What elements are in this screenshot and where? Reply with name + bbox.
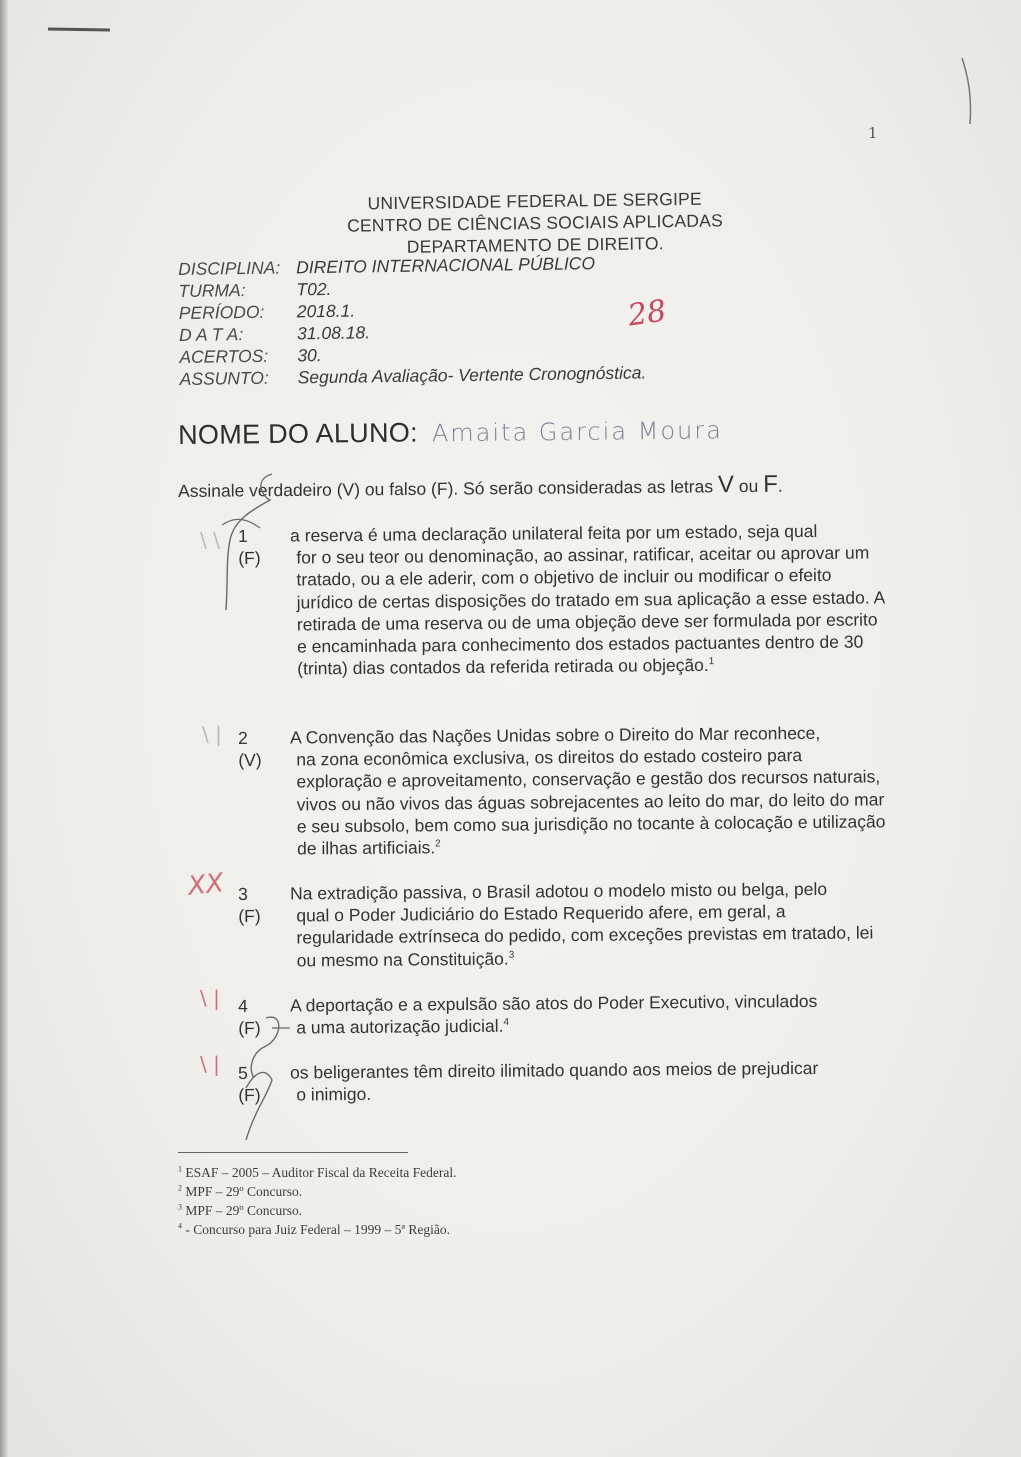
exam-metadata xyxy=(178,251,646,390)
footnote-number: 4 xyxy=(178,1221,182,1231)
instruction-text: Assinale verdadeiro (V) ou falso (F). Só serão consideradas as letras xyxy=(178,476,719,501)
meta-label: DISCIPLINA: xyxy=(178,257,281,279)
pencil-correction-q1 xyxy=(212,470,292,620)
question-first-line: Na extradição passiva, o Brasil adotou o modelo misto ou belga, pelo xyxy=(290,878,828,904)
pencil-correction-q4-q5 xyxy=(232,1008,302,1148)
meta-label: PERÍODO: xyxy=(178,301,265,323)
footnote-ref: 1 xyxy=(708,656,715,668)
document-header xyxy=(170,185,901,261)
meta-value: 30. xyxy=(297,345,322,366)
footnote-4 xyxy=(178,1220,456,1239)
footnote-text: MPF – 29º Concurso. xyxy=(185,1203,303,1218)
question-number: 1 (F) xyxy=(238,525,261,569)
footnote-number: 1 xyxy=(178,1164,182,1174)
meta-value: 2018.1. xyxy=(296,300,356,322)
question-body: qual o Poder Judiciário do Estado Requerido afere, em geral, a regularidade extrínseca do pedido, com exceções previstas em tratado, lei ou mesmo na Constituição. xyxy=(296,901,874,971)
meta-value: DIREITO INTERNACIONAL PÚBLICO xyxy=(296,253,596,278)
meta-value: 31.08.18. xyxy=(296,322,371,344)
meta-label: ASSUNTO: xyxy=(179,367,269,389)
header-center: CENTRO DE CIÊNCIAS SOCIAIS APLICADAS xyxy=(346,210,723,236)
margin-mark-q4: \ | xyxy=(200,986,220,1010)
instruction-v: V xyxy=(717,471,735,499)
footnote-divider xyxy=(178,1152,408,1153)
footnotes xyxy=(178,1163,456,1239)
footnote-text: MPF – 29º Concurso. xyxy=(185,1184,303,1199)
instruction-end: . xyxy=(777,475,783,496)
question-text xyxy=(296,743,887,860)
scan-left-edge xyxy=(0,0,8,1457)
footnote-ref: 4 xyxy=(503,1016,510,1028)
margin-mark-q3: XX xyxy=(186,868,226,902)
footnote-1 xyxy=(178,1163,456,1182)
question-body: for o seu teor ou denominação, ao assinar, ratificar, aceitar ou aprovar um tratado, ou a ele aderir, com o objetivo de incluir ou modificar o efeito jurídico de certas disposições do tratado em sua aplicação a esse estado. A retirada de uma reserva ou de uma objeção deve ser formulada por escrito e encaminhada para conhecimento dos estados pactuantes dentro de 30 (trinta) dias contados da referida retirada ou objeção. xyxy=(296,542,885,679)
margin-mark-q1: \ \ xyxy=(200,528,220,552)
footnote-3 xyxy=(178,1201,456,1220)
meta-label: TURMA: xyxy=(178,280,246,301)
question-body: a uma autorização judicial. xyxy=(296,1015,504,1038)
scan-right-mark xyxy=(958,56,976,126)
footnote-text: - Concurso para Juiz Federal – 1999 – 5ª Região. xyxy=(185,1222,451,1237)
question-number: 5 (F) xyxy=(238,1062,261,1106)
footnote-2 xyxy=(178,1182,456,1201)
instruction-or: ou xyxy=(733,475,764,497)
question-first-line: A deportação e a expulsão são atos do Poder Executivo, vinculados xyxy=(290,990,818,1016)
instruction-f: F xyxy=(763,470,778,498)
question-first-line: a reserva é uma declaração unilateral feita por um estado, seja qual xyxy=(290,520,818,546)
footnote-ref: 3 xyxy=(508,949,515,961)
page-number: 1 xyxy=(868,124,878,142)
meta-value: T02. xyxy=(296,278,332,300)
question-number: 2 (V) xyxy=(238,727,262,771)
student-name-line xyxy=(178,414,723,451)
handwritten-grade: 28 xyxy=(625,293,669,334)
question-first-line: A Convenção das Nações Unidas sobre o Direito do Mar reconhece, xyxy=(290,722,821,748)
student-name-label: NOME DO ALUNO: xyxy=(178,417,419,450)
meta-label: ACERTOS: xyxy=(179,345,269,367)
meta-label: D A T A: xyxy=(178,324,244,345)
question-body: na zona econômica exclusiva, os direitos do estado costeiro para exploração e aproveitamento, conservação e gestão dos recursos naturais, vivos ou não vivos das águas sobrejacentes ao leito do mar, do leito do mar e seu subsolo, bem como sua jurisdição no tocante à colocação e utilização de ilhas artificiais. xyxy=(296,745,886,859)
margin-mark-q5: \ | xyxy=(200,1052,220,1076)
margin-mark-q2: \ | xyxy=(202,722,222,746)
header-university: UNIVERSIDADE FEDERAL DE SERGIPE xyxy=(367,188,702,214)
footnote-ref: 2 xyxy=(435,838,441,850)
question-text xyxy=(296,899,887,971)
question-body: o inimigo. xyxy=(296,1083,372,1105)
footnote-text: ESAF – 2005 – Auditor Fiscal da Receita Federal. xyxy=(185,1165,457,1180)
footnote-number: 2 xyxy=(178,1183,182,1193)
footnote-number: 3 xyxy=(178,1202,182,1212)
question-text xyxy=(296,541,887,680)
question-number: 4 (F) xyxy=(238,995,261,1039)
meta-value: Segunda Avaliação- Vertente Cronognóstica. xyxy=(297,362,647,388)
header-department: DEPARTAMENTO DE DIREITO. xyxy=(406,233,664,257)
question-number: 3 (F) xyxy=(238,883,261,927)
question-first-line: os beligerantes têm direito ilimitado quando aos meios de prejudicar xyxy=(290,1057,819,1083)
student-name-handwritten: Amaita Garcia Moura xyxy=(431,416,723,448)
